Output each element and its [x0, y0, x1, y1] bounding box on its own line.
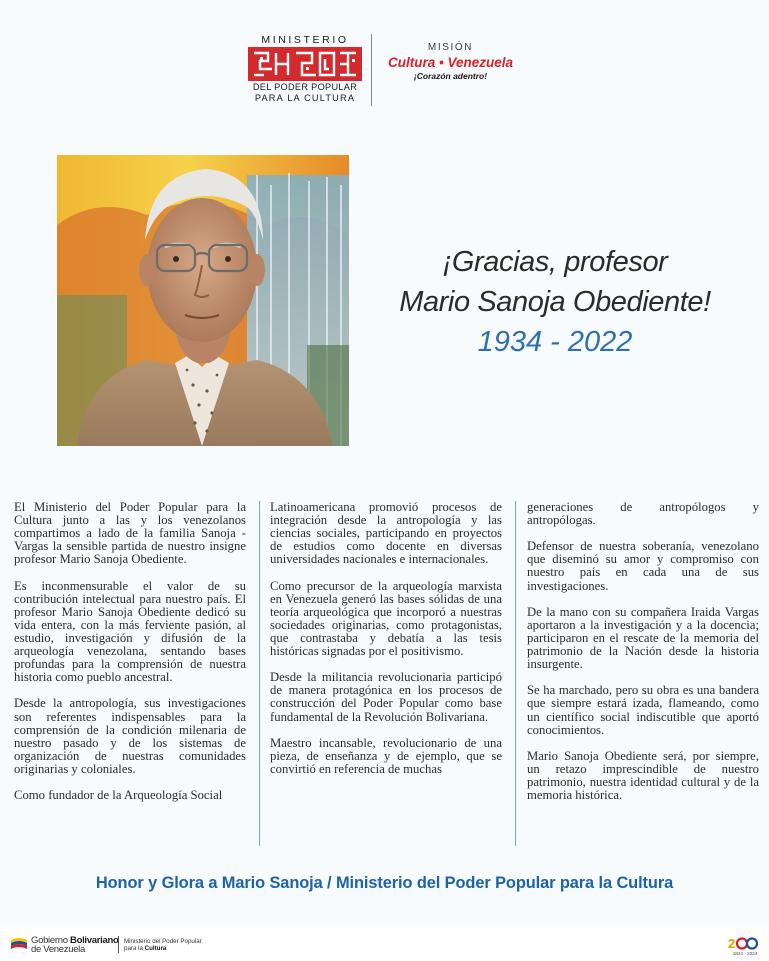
ministry-logo-line1: DEL PODER POPULAR	[252, 82, 358, 92]
column-separator	[259, 501, 260, 846]
gob-text: Gobierno	[31, 935, 71, 946]
portrait-photo	[57, 155, 349, 446]
footer-divider	[118, 936, 119, 953]
ministry-logo-line2: PARA LA CULTURA	[254, 93, 356, 103]
paragraph: De la mano con su compañera Iraida Vargas aportaron a la investigación y a la docencia; participaron en el rescate de la memoria del patrimonio de la Nación desde la historia insurgente.	[527, 604, 759, 672]
header	[0, 32, 769, 112]
tribute-title	[368, 242, 742, 362]
mision-label: MISIÓN	[427, 42, 474, 53]
article-columns	[14, 501, 758, 849]
column-2	[270, 501, 502, 789]
column-1	[14, 501, 246, 815]
gob-text-bold: Bolivariano	[70, 935, 119, 946]
paragraph: Mario Sanoja Obediente será, por siempre, un retazo imprescindible de nuestro patrimonio, nuestra identidad cultural y de la memoria histórica.	[527, 748, 759, 803]
column-3	[527, 501, 759, 815]
footer-ministry-line2: para la	[124, 945, 145, 952]
ministry-emblem-icon	[248, 47, 362, 81]
paragraph: Desde la militancia revolucionaria participó de manera protagónica en los procesos de construcción del Poder Popular como base fundamental de la Revolución Bolivariana.	[270, 670, 502, 724]
gobierno-bolivariano-logo	[31, 936, 118, 954]
footer-ministry-line1: Ministerio del Poder Popular	[124, 938, 202, 945]
gob-text-line2: de Venezuela	[31, 944, 85, 955]
title-years: 1934 - 2022	[477, 326, 633, 358]
footer-ministry-label	[124, 938, 202, 952]
footer-bar	[0, 926, 769, 961]
mision-tagline: ¡Corazón adentro!	[413, 71, 488, 81]
paragraph: Como fundador de la Arqueología Social	[14, 788, 223, 803]
ministry-logo-top: MINISTERIO	[261, 34, 349, 46]
paragraph: generaciones de antropólogos y antropólogas.	[527, 500, 759, 528]
ministry-logo	[246, 34, 364, 104]
paragraph: Latinoamericana promovió procesos de integración desde la antropología y las ciencias sociales, participando en proyectos de estudios como docente en diversas universidades nacionales e internacionales.	[270, 500, 502, 567]
mision-name: Cultura • Venezuela	[387, 55, 513, 70]
venezuela-flag-icon	[10, 936, 28, 952]
paragraph: Se ha marchado, pero su obra es una bandera que siempre estará izada, flameando, como un científico social indiscutible que aportó conocimientos.	[527, 683, 759, 737]
paragraph: Defensor de nuestra soberanía, venezolano que diseminó su amor y compromiso con nuestro país en cada una de sus investigaciones.	[527, 539, 759, 593]
header-divider	[371, 34, 372, 106]
title-line-1: ¡Gracias, profesor	[442, 246, 668, 278]
portrait-image	[57, 155, 349, 446]
honor-banner: Honor y Glora a Mario Sanoja / Ministerio del Poder Popular para la Cultura	[95, 874, 674, 892]
bicentenario-years: 1824 · 2024	[732, 951, 758, 956]
svg-text:2: 2	[728, 936, 736, 951]
column-separator	[515, 501, 516, 846]
paragraph: El Ministerio del Poder Popular para la Cultura junto a las y los venezolanos compartimos a lado de la familia Sanoja -Vargas la sensible partida de nuestro insigne profesor Mario Sanoja Obediente.	[14, 500, 246, 567]
footer-ministry-cultura: Cultura	[144, 945, 167, 952]
paragraph: Desde la antropología, sus investigaciones son referentes indispensables para la comprensión de la condición milenaria de nuestro pasado y de los sistemas de organización de nuestras comunidades originarias y coloniales.	[14, 696, 246, 776]
title-line-2: Mario Sanoja Obediente!	[399, 286, 711, 318]
paragraph: Es inconmensurable el valor de su contribución intelectual para nuestro país. El profesor Mario Sanoja Obediente dedicó su vida entera, con la más ferviente pasión, al estudio, investigación y difusión de la arqueología venezolana, sentando bases profundas para la comprensión de nuestra historia como pueblo ancestral.	[14, 578, 246, 685]
paragraph: Maestro incansable, revolucionario de una pieza, de enseñanza y de ejemplo, que se convirtió en referencia de muchas	[270, 735, 502, 776]
bicentenario-logo-icon	[727, 934, 763, 956]
paragraph: Como precursor de la arqueología marxista en Venezuela generó las bases sólidas de una teoría arqueológica que incorporó a nuestras sociedades originarias, como protagonistas, que contrastaba y debatía a las tesis históricas signadas por el positivismo.	[270, 578, 502, 659]
mision-cultura-logo	[378, 42, 523, 81]
